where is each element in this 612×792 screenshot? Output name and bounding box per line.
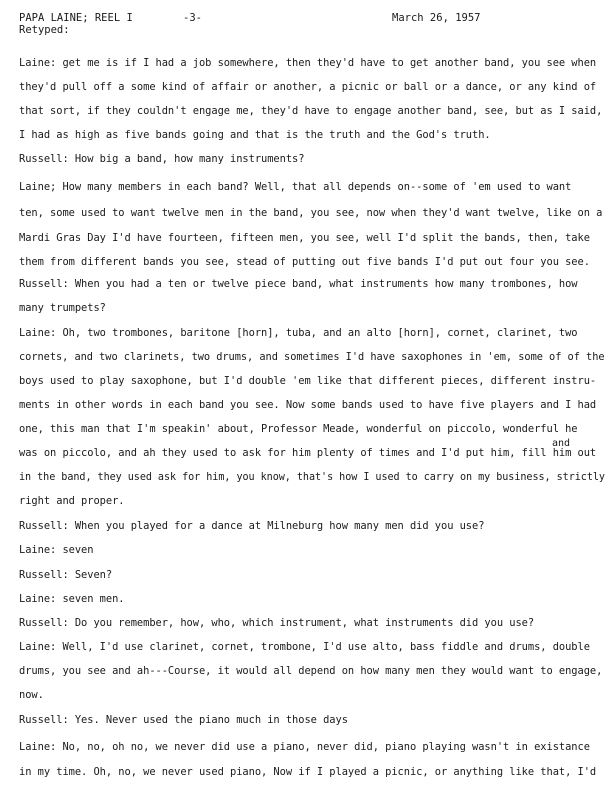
transcript-line: was on piccolo, and ah they used to ask for him plenty of times and I'd put him, fill him out [19,447,597,459]
retyped-label: Retyped: [19,24,70,36]
transcript-line: Laine; How many members in each band? Well, that all depends on--some of 'em used to want [19,181,572,193]
transcript-line: many trumpets? [19,302,106,314]
transcript-line: Laine: seven [19,544,94,556]
transcript-line: drums, you see and ah---Course, it would all depend on how many men they would want to engage, [19,665,603,677]
transcript-line: right and proper. [19,495,125,507]
transcript-line: Laine: get me is if I had a job somewhere, then they'd have to get another band, you see when [19,57,597,69]
transcript-line: I had as high as five bands going and that is the truth and the God's truth. [19,129,491,141]
transcript-line: them from different bands you see, stead of putting out five bands I'd put out four you see. [19,256,590,268]
transcript-line: cornets, and two clarinets, two drums, and sometimes I'd have saxophones in 'em, some of of the [19,351,605,363]
transcript-line: that sort, if they couldn't engage me, they'd have to engage another band, see, but as I said, [19,105,603,117]
transcript-line: boys used to play saxophone, but I'd double 'em like that different pieces, different instru- [19,375,597,387]
header-title: PAPA LAINE; REEL I [19,12,133,24]
header-date: March 26, 1957 [392,12,481,24]
transcript-line: Laine: Well, I'd use clarinet, cornet, trombone, I'd use alto, bass fiddle and drums, double [19,641,590,653]
transcript-line: Russell: How big a band, how many instruments? [19,153,305,165]
transcript-line: Laine: seven men. [19,593,125,605]
transcript-line: now. [19,689,44,701]
transcript-line: ten, some used to want twelve men in the band, you see, now when they'd want twelve, like on a [19,207,603,219]
transcript-line: Laine: Oh, two trombones, baritone [horn], tuba, and an alto [horn], cornet, clarinet, two [19,327,578,339]
transcript-line: Mardi Gras Day I'd have fourteen, fifteen men, you see, well I'd split the bands, then, take [19,232,590,244]
inserted-word-and: and [552,438,571,449]
transcript-line: they'd pull off a some kind of affair or another, a picnic or ball or a dance, or any kind of [19,81,597,93]
transcript-line: ments in other words in each band you see. Now some bands used to have five players and I had [19,399,597,411]
page-number: -3- [183,12,202,24]
transcript-line: Russell: Yes. Never used the piano much in those days [19,714,348,726]
transcript-line: Russell: Do you remember, how, who, which instrument, what instruments did you use? [19,617,535,629]
transcript-line: Laine: No, no, oh no, we never did use a piano, never did, piano playing wasn't in existance [19,741,590,753]
transcript-line: Russell: When you had a ten or twelve piece band, what instruments how many trombones, how [19,278,578,290]
transcript-line: in the band, they used ask for him, you know, that's how I used to carry on my business, strictly [19,471,605,483]
transcript-line: one, this man that I'm speakin' about, Professor Meade, wonderful on piccolo, wonderful he [19,423,578,435]
transcript-line: in my time. Oh, no, we never used piano, Now if I played a picnic, or anything like that, I'd [19,766,597,778]
transcript-line: Russell: Seven? [19,569,113,581]
transcript-line: Russell: When you played for a dance at Milneburg how many men did you use? [19,520,485,532]
